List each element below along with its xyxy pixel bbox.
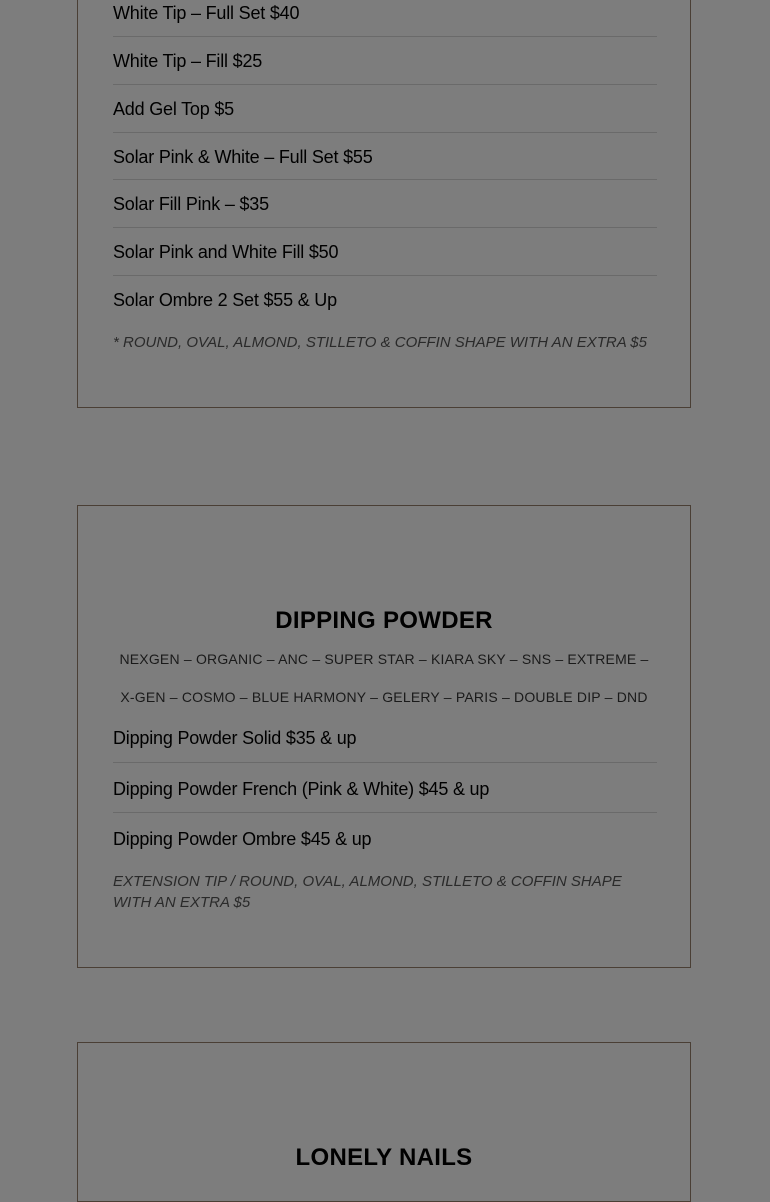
section-title: LONELY NAILS — [295, 1144, 473, 1171]
shape-extra-note: * ROUND, OVAL, ALMOND, STILLETO & COFFIN SHAPE WITH AN EXTRA $5 — [113, 334, 647, 351]
service-item: Solar Ombre 2 Set $55 & Up — [113, 289, 337, 310]
item-divider — [113, 179, 657, 180]
service-card-lonely-nails — [77, 1042, 691, 1202]
service-item: Add Gel Top $5 — [113, 98, 234, 119]
section-title: DIPPING POWDER — [275, 607, 493, 634]
brand-list-line: X-GEN – COSMO – BLUE HARMONY – GELERY – PARIS – DOUBLE DIP – DND — [120, 689, 648, 705]
service-card-dipping-powder — [77, 505, 691, 968]
item-divider — [113, 36, 657, 37]
item-divider — [113, 132, 657, 133]
brand-list-line: NEXGEN – ORGANIC – ANC – SUPER STAR – KIARA SKY – SNS – EXTREME – — [119, 651, 649, 667]
service-item: Dipping Powder Ombre $45 & up — [113, 828, 372, 849]
item-divider — [113, 812, 657, 813]
service-item: White Tip – Full Set $40 — [113, 2, 300, 23]
service-item: Solar Pink & White – Full Set $55 — [113, 146, 373, 167]
service-item: Solar Pink and White Fill $50 — [113, 241, 339, 262]
item-divider — [113, 762, 657, 763]
item-divider — [113, 227, 657, 228]
service-card-pink-white — [77, 0, 691, 408]
service-item: Dipping Powder Solid $35 & up — [113, 727, 357, 748]
service-item: White Tip – Fill $25 — [113, 50, 263, 71]
item-divider — [113, 84, 657, 85]
service-item: Dipping Powder French (Pink & White) $45 & up — [113, 778, 490, 799]
item-divider — [113, 275, 657, 276]
shape-extra-note: EXTENSION TIP / ROUND, OVAL, ALMOND, STILLETO & COFFIN SHAPE WITH AN EXTRA $5 — [113, 873, 622, 911]
service-item: Solar Fill Pink – $35 — [113, 193, 269, 214]
